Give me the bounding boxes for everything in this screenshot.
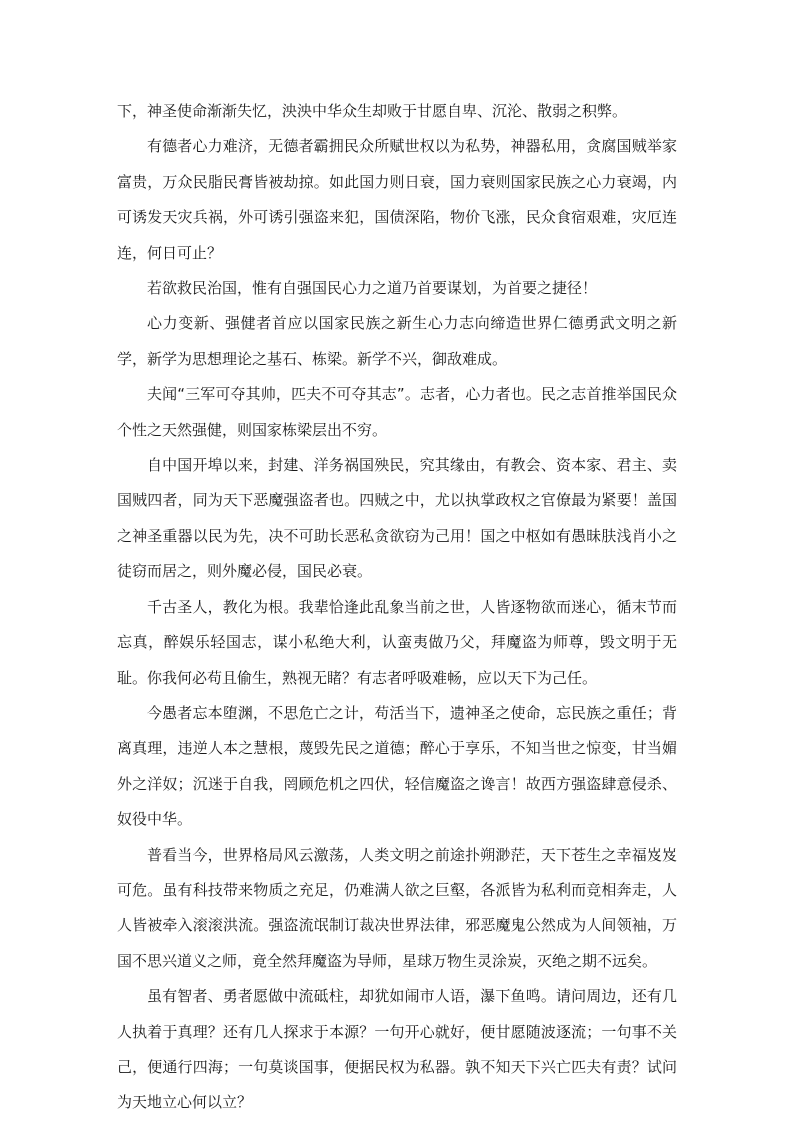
document-body — [117, 94, 677, 1121]
paragraph-continuation: 下，神圣使命渐渐失忆，泱泱中华众生却败于甘愿自卑、沉沦、散弱之积弊。 — [117, 102, 628, 120]
paragraph: 若欲救民治国，惟有自强国民心力之道乃首要谋划，为首要之捷径！ — [147, 279, 598, 298]
paragraph: 有德者心力难济，无德者霸拥民众所赋世权以为私势，神器私用，贪腐国贼举家富贵，万众民脂民膏皆被劫掠。如此国力则日衰，国力衰则国家民族之心力衰竭，内可诱发天灾兵祸，外可诱引强盗来犯，国债深陷，物价飞涨，民众食宿艰难，灾厄连连，何日可止？ — [117, 137, 677, 262]
paragraph: 自中国开埠以来，封建、洋务祸国殃民，究其缘由，有教会、资本家、君主、卖国贼四者，同为天下恶魔强盗者也。四贼之中，尤以执掌政权之官僚最为紧要！盖国之神圣重器以民为先，决不可助长恶私贪欲窃为己用！国之中枢如有愚昧肤浅肖小之徒窃而居之，则外魔必侵，国民必衰。 — [117, 456, 677, 581]
paragraph: 虽有智者、勇者愿做中流砥柱，却犹如闹市人语，瀑下鱼鸣。请问周边，还有几人执着于真理？还有几人探求于本源？一句开心就好，便甘愿随波逐流；一句事不关己，便通行四海；一句莫谈国事，便据民权为私器。孰不知天下兴亡匹夫有责？试问为天地立心何以立？ — [117, 987, 677, 1112]
paragraph: 夫闻“三军可夺其帅，匹夫不可夺其志”。志者，心力者也。民之志首推举国民众个性之天然强健，则国家栋梁层出不穷。 — [117, 385, 677, 439]
paragraph: 千古圣人，教化为根。我辈恰逢此乱象当前之世，人皆逐物欲而迷心，循末节而忘真，醉娱乐轻国志，谋小私绝大利，认蛮夷做乃父，拜魔盗为师尊，毁文明于无耻。你我何必苟且偷生，熟视无睹？有志者呼吸难畅，应以天下为己任。 — [117, 597, 677, 687]
paragraph: 今愚者忘本堕渊，不思危亡之计，苟活当下，遗神圣之使命，忘民族之重任；背离真理，违逆人本之慧根，蔑毁先民之道德；醉心于享乐，不知当世之惊变，甘当媚外之洋奴；沉迷于自我，罔顾危机之四伏，轻信魔盗之谗言！故西方强盗肆意侵杀、奴役中华。 — [117, 703, 677, 829]
paragraph: 心力变新、强健者首应以国家民族之新生心力志向缔造世界仁德勇武文明之新学，新学为思想理论之基石、栋梁。新学不兴，御敌难成。 — [117, 314, 677, 368]
paragraph: 普看当今，世界格局风云激荡，人类文明之前途扑朔渺茫，天下苍生之幸福岌岌可危。虽有科技带来物质之充足，仍难满人欲之巨壑，各派皆为私利而竞相奔走，人人皆被牵入滚滚洪流。强盗流氓制订裁决世界法律，邪恶魔鬼公然成为人间领袖，万国不思兴道义之师，竟全然拜魔盗为导师，星球万物生灵涂炭，灭绝之期不远矣。 — [117, 845, 677, 970]
